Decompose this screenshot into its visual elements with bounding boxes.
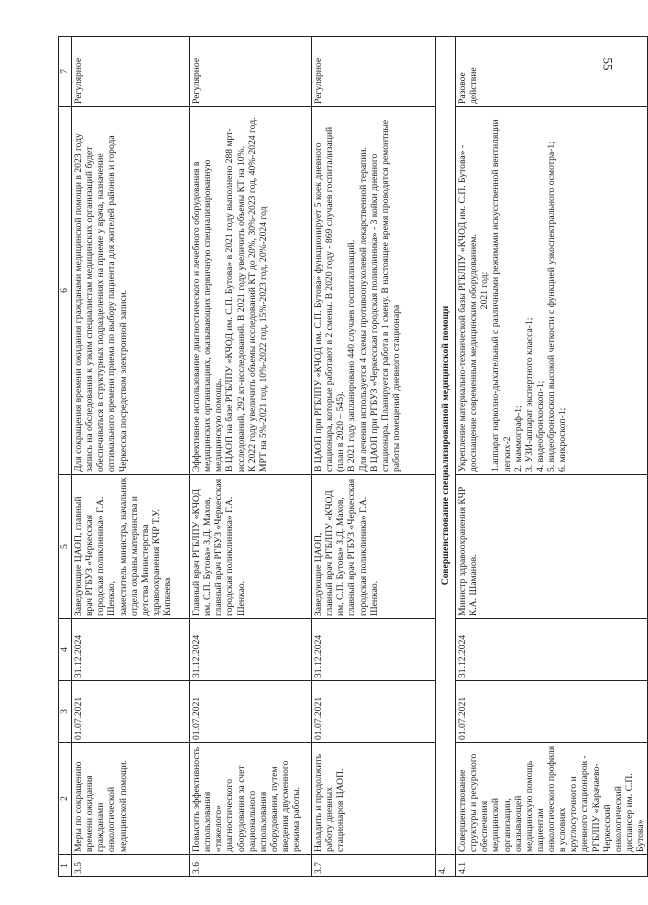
type-cell: Регулярное <box>72 37 190 107</box>
table-row <box>72 37 190 877</box>
row-number: 3.7 <box>312 855 436 877</box>
header-cell: 2 <box>59 743 72 855</box>
responsible-cell: Министр здравоохранения КЧР К.А. Шаманов. <box>456 475 648 619</box>
header-cell: 6 <box>59 107 72 475</box>
rotated-page <box>58 37 646 877</box>
header-cell: 4 <box>59 619 72 681</box>
result-cell: Для сокращения времени ожидания гражданами медицинской помощи в 2023 году запись на обследования к узким специалистам медицинских организаций будет обеспечиваться в структурных подразделениях на приеме у врача, назначение оптимального времени приема по выбору пациента для жителей районов и города Черкесска посредством электронной записи. <box>72 107 190 475</box>
table-row <box>456 37 648 877</box>
end-date-cell: 31.12.2024 <box>190 619 312 681</box>
table-row <box>312 37 436 877</box>
result-year: 2021 год: <box>479 271 491 310</box>
end-date-cell: 31.12.2024 <box>456 619 648 681</box>
result-cell: В ЦАОП при РГБЛПУ «КЧОД им. С.П. Бутова» функционирует 5 коек дневного стационара, которые работают в 2 смены. В 2020 году - 869 случаев госпитализаций (план в 2020 – 545). В 2021 году запланировано 440 случаев госпитализаций. Для лечения используется 4 схемы противоопухолевой лекарственной терапии. В ЦАОП при РГБУЗ «Черкесская городская поликлиника» - 3 койки дневного стационара. Планируется работа в 1 смену. В настоящее время проводятся ремонтные работы помещений дневного стационара <box>312 107 436 475</box>
row-number: 4.1 <box>456 855 648 877</box>
activity-cell: Совершенствование структуры и ресурсного обеспечения медицинской организации, оказывающей медицинскую помощь пациентам онкологического профиля в условиях круглосуточного и дневного стационаров - РГБЛПУ «Карачаево-Черкесский онкологический диспансер им. С.П. Бутова» <box>456 743 648 855</box>
result-item: 1.аппарат наркозно-дыхательный с различными режимами искусственной вентиляции легких-2 <box>490 119 513 472</box>
result-cell: Эффективное использование диагностического и лечебного оборудования в медицинских организациях, оказывающих первичную специализированную медицинскую помощь. В ЦАОП на базе РГБЛПУ «КЧОД им. С.П. Бутова» в 2021 году выполнено 288 мрт-исследований, 292 кт-исследований. В 2021 году увеличить объемы КТ на 10%. К 2022 году увеличить объемы исследований КТ до 20%, 30%-2023 год, 40%-2024 год. МРТ на 5%-2021 год, 10%-2022 год, 15%-2023 год, 20%-2024 год <box>190 107 312 475</box>
plan-table <box>58 36 648 877</box>
section-number: 4. <box>436 855 456 877</box>
header-cell: 7 <box>59 37 72 107</box>
row-number: 3.6 <box>190 855 312 877</box>
activity-cell: Повысить эффективность использования «тяжелого» диагностического оборудования за счет рационального использования оборудования, путем введения двусменного режима работы. <box>190 743 312 855</box>
row-number: 3.5 <box>72 855 190 877</box>
responsible-cell: Главный врач РГБЛПУ «КЧОД им. С.П. Бутова» З.Д. Махов, главный врач РГБУЗ «Черкесская городская поликлиника» Г.А. Шенкао. <box>190 475 312 619</box>
header-row <box>59 37 72 877</box>
start-date-cell: 01.07.2021 <box>312 681 436 743</box>
table-row <box>190 37 312 877</box>
result-item: 4. видеобронхоскоп-1; <box>534 380 546 472</box>
result-item: 6. микроскоп-1; <box>557 407 569 472</box>
section-row <box>436 37 456 877</box>
result-item: 5. видеобронхоскоп высокой четкости с функцией узкоспектрального осмотра-1; <box>546 141 557 472</box>
page-number: 55 <box>600 57 616 71</box>
type-cell: Регулярное <box>190 37 312 107</box>
type-cell: Разовое действие <box>456 37 648 107</box>
result-item: 3. УЗИ-аппарат экспертного класса-1; <box>523 317 535 472</box>
result-item: 2. маммограф-1; <box>512 405 524 472</box>
end-date-cell: 31.12.2024 <box>312 619 436 681</box>
header-cell: 3 <box>59 681 72 743</box>
header-cell: 1 <box>59 855 72 877</box>
result-intro: Укрепление материально-технической базы РГБЛПУ «КЧОД им. С.П. Бутова» - дооснащение современным медицинским оборудованием. <box>457 144 480 472</box>
start-date-cell: 01.07.2021 <box>72 681 190 743</box>
header-cell: 5 <box>59 475 72 619</box>
activity-cell: Меры по сокращению времени ожидания гражданами онкологической медицинской помощи. <box>72 743 190 855</box>
section-title: Совершенствование специализированной медицинской помощи <box>436 37 456 855</box>
end-date-cell: 31.12.2024 <box>72 619 190 681</box>
responsible-cell: Заведующие ЦАОП, главный врач РГБЛПУ «КЧОД им. С.П. Бутова» З.Д. Махов, главный врач РГБУЗ «Черкесская городская поликлиника» Г.А. Шенкао. <box>312 475 436 619</box>
type-cell: Регулярное <box>312 37 436 107</box>
activity-cell: Наладить и продолжить работу дневных стационаров ЦАОП. <box>312 743 436 855</box>
start-date-cell: 01.07.2021 <box>190 681 312 743</box>
start-date-cell: 01.07.2021 <box>456 681 648 743</box>
responsible-cell: Заведующие ЦАОП, главный врач РГБУЗ «Черкесская городская поликлиника» Г.А. Шенкао, заместитель министра, начальник отдела охраны материнства и детства Министерства здравоохранения КЧР Т.У. Кипкеева <box>72 475 190 619</box>
result-cell <box>456 107 648 475</box>
